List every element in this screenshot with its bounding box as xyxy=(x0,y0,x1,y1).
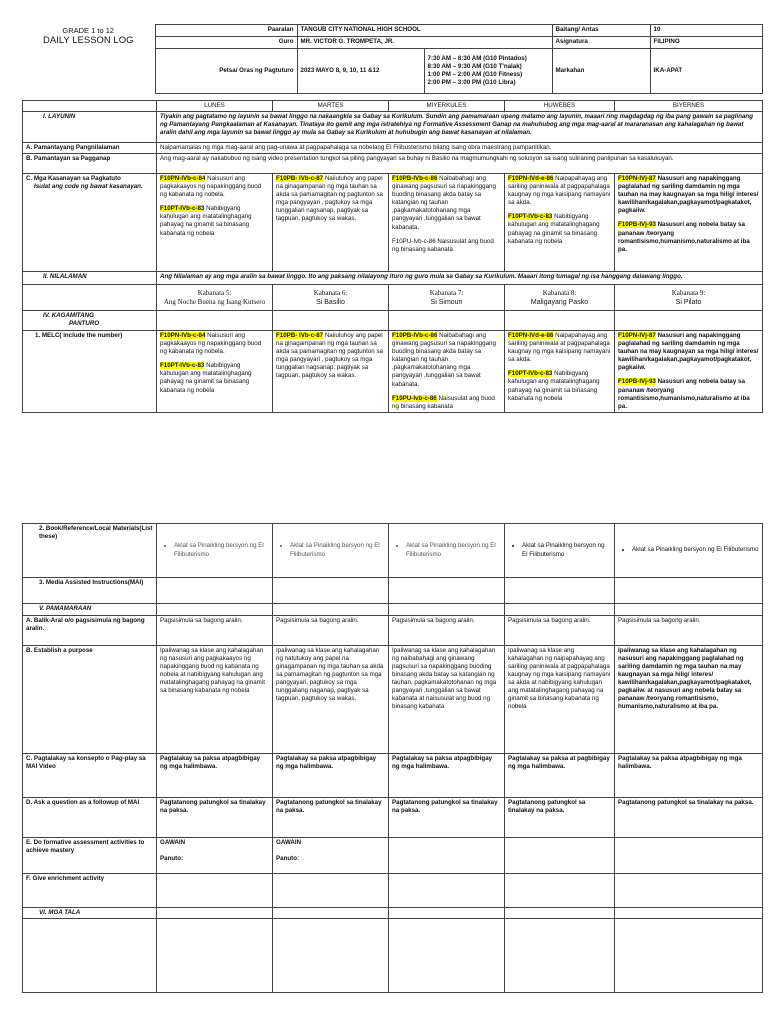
day-header: MIYERKULES xyxy=(389,101,505,112)
panuto-label: Panuto: xyxy=(160,855,184,863)
book-cell xyxy=(615,524,763,578)
kabanata-cell xyxy=(389,285,505,311)
melc-lunes xyxy=(157,331,273,413)
kabanata-cell xyxy=(505,285,615,311)
competency-text: Naibabahagi ang ginawang pagsusuri sa napakinggang buoding binasang akda batay sa katangian ng tauhan ,pagkamakatotohanang mga pangyayari ,tunggalian sa bawat kabanata. xyxy=(392,332,496,388)
kabanata-title: Si Simoun xyxy=(430,298,463,306)
balik-text: Pagsisimula sa bagong aralin. xyxy=(273,616,389,646)
tala-label: VI. MGA TALA xyxy=(23,908,157,919)
formative-cell xyxy=(273,838,389,874)
kabanata-number: Kabanata 6: xyxy=(313,288,348,297)
kabanata-cell xyxy=(157,285,273,311)
competency-text: Nabibigyang kahulugan ang matatalinghagang pahayag na ginamit sa binasang kabanata ng nobela xyxy=(508,213,600,245)
petsa-label: Petsa/ Oras ng Pagtuturo xyxy=(155,49,297,94)
time-slot: 2:00 PM – 3:00 PM (G10 Libra) xyxy=(427,79,516,87)
asignatura-label: Asignatura xyxy=(552,37,650,49)
kasanayan-martes xyxy=(273,174,389,272)
purpose-text: Ipaliwanag sa klase ang kahalagahan ng nasusuri ang pagkakaayos ng napakinggang buod ng kabanata ng nobela at nabibigyang kahulugan ang matatalinghagang pahayag na ginamit sa binasang kabanata ng nobela xyxy=(157,646,273,754)
paaralan-label: Paaralan xyxy=(155,25,297,37)
competency-text: F10PU-Ivb-c-86 Naisusulat ang buod ng binasang kabanata xyxy=(392,237,494,253)
competency-text: Nabibigyang kahulugan ang matatalinghagang pahayag na ginamit sa binasang kabanata ng nobela xyxy=(508,370,600,402)
day-header: HUWEBES xyxy=(505,101,615,112)
guro-value: MR. VICTOR G. TROMPETA, JR. xyxy=(297,37,552,49)
book-item: • Aklat sa Pinaikling bersyon ng El Filibuterismo xyxy=(290,542,385,558)
purpose-text: Ipaliwanag sa klase ang kahalagahan ng natutukoy ang papel na ginagampanan ng mga tauhan sa akda sa pamamagitan ng pagtunton sa mga pangyayari, pagtukoy sa mga tunggaliang naganap, pagtiyak sa tagpuan, pagtukoy sa wakas. xyxy=(273,646,389,754)
time-list xyxy=(424,49,552,94)
asignatura-value: FILIPINO xyxy=(650,37,762,49)
layunin-label: I. LAYUNIN xyxy=(23,112,157,143)
gawain-label: GAWAIN xyxy=(276,839,302,846)
competency-code: F10PT-IVb-c-83 xyxy=(508,213,553,221)
markahan-label: Markahan xyxy=(552,49,650,94)
paaralan-value: TANGUB CITY NATIONAL HIGH SCHOOL xyxy=(297,25,552,37)
konsepto-text: Pagtalakay sa paksa at pagbibigay ng mga halimbawa. xyxy=(505,754,615,798)
gawain-label: GAWAIN xyxy=(160,839,186,846)
grade-title xyxy=(22,25,155,49)
markahan-value: IKA-APAT xyxy=(650,49,762,94)
konsepto-text: Pagtalakay sa paksa atpagbibigay ng mga halimbawa. xyxy=(273,754,389,798)
competency-code: F10PN-IVj-87 xyxy=(618,332,656,340)
competency-code: F10PB- IVb-c-87 xyxy=(276,175,324,183)
kasanayan-miyerkules xyxy=(389,174,505,272)
book-cell xyxy=(389,524,505,578)
kasanayan-sublabel: Isulat ang code ng bawat kasanayan. xyxy=(34,183,143,191)
kagamitang-label xyxy=(23,311,157,331)
question-text: Pagtatanong patungkol sa tinalakay na paksa. xyxy=(273,798,389,838)
competency-code: F10PT-IVb-c-83 xyxy=(508,370,553,378)
pangnilalaman-label: A. Pamantayang Pangnilalaman xyxy=(23,143,157,154)
lesson-table-page1 xyxy=(22,100,763,413)
competency-code: F10PB-IVb-c-86 xyxy=(392,332,438,340)
competency-text: Naipapahayag ang sariling paniniwala at pagpapahalaga kaugnay ng mga kaisipang namayani sa akda. xyxy=(508,332,611,364)
time-slot: 8:30 AM – 9:30 AM (G10 T'nalak) xyxy=(427,63,522,71)
balik-text: Pagsisimula sa bagong aralin. xyxy=(389,616,505,646)
competency-text: Naiiuluhoy ang papel na ginagampanan ng mga tauhan sa akda sa pamamagitan ng pagtunton sa mga pangyayari , pagtukoy sa mga tunggalian nagsanap, pagtiyak sa tagpuan, pagtukoy sa wakas. xyxy=(276,332,383,380)
book-cell xyxy=(157,524,273,578)
purpose-text: Ipaliwanag sa klase ang kahalagahan ng naipapahayag ang sariling paniniwala at pagpapahalaga kaugnay ng mga kaisipang namayani sa akda at nabibigyang kahulugan ang matatalinghagang pahayag na ginamit sa binasang kabanata ng nobela xyxy=(505,646,615,754)
guro-label: Guro xyxy=(155,37,297,49)
competency-text: Nabibigyang kahulugan ang matatalinghagang pahayag na ginamit sa binasang kabanata ng nobela xyxy=(160,205,252,237)
kagamitang-label-line: PANTURO xyxy=(69,320,100,328)
competency-text: Naibabahagi ang ginawang pagsusuri sa napakinggang buoding binasang akda batay sa katangian ng tauhan ,pagkamakatotohanang mga pangyayari ,tunggalian sa bawat kabanata. xyxy=(392,175,496,231)
melc-martes xyxy=(273,331,389,413)
competency-code: F10PN-IVd-e-86 xyxy=(508,332,554,340)
konsepto-label: C. Pagtalakay sa konsepto o Pag-play sa MAI Video xyxy=(23,754,157,798)
baitang-label: Baitang/ Antas xyxy=(552,25,650,37)
day-header: MARTES xyxy=(273,101,389,112)
melc-huwebes xyxy=(505,331,615,413)
competency-code: F10PB-IVj-93 xyxy=(618,378,656,386)
day-header: LUNES xyxy=(157,101,273,112)
book-item: • Aklat sa Pinaikling bersyon ng El Filibuterismo xyxy=(174,542,269,558)
kabanata-number: Kabanata 7: xyxy=(429,288,464,297)
media-label: 3. Media Assisted Instructions(MAI) xyxy=(23,578,157,604)
competency-text: Naisusuri ang pagkakaayos ng napakinggang buod ng kabanata ng nobela. xyxy=(160,175,262,199)
competency-text: Naipapahayag ang sariling paniniwala at pagpapahalaga kaugnay ng mga kaisipang namayani sa akda. xyxy=(508,175,611,207)
competency-text: Nasusuri ang napakinggang paglalahad ng sariling damdamin ng mga tauhan na may kaugnayan sa mga hilig/ interes/ kawilihan/kagalakan,pagkayamot/pagkatakot, pagkaiiw. xyxy=(618,332,759,372)
competency-text: Naiiuluhoy ang papel na ginagampanan ng mga tauhan sa akda sa pamamagitan ng pagtunton sa mga pangyayari , pagtukoy sa mga tunggalian nagsanap, pagtiyak sa tagpuan, pagtukoy sa wakas. xyxy=(276,175,383,223)
pagganap-label: B. Pamantayan sa Pagganap xyxy=(23,154,157,174)
kabanata-number: Kabanata 8: xyxy=(542,288,577,297)
competency-code: F10PN-IVj-87 xyxy=(618,175,656,183)
konsepto-text: Pagtalakay sa paksa atpagbibigay ng mga halimbawa. xyxy=(389,754,505,798)
lesson-table-page2 xyxy=(22,523,763,993)
competency-text: Naisusulat ang buod ng binasang kabanata xyxy=(392,394,495,410)
kasanayan-label: C. Mga Kasanayan sa Pagkatuto xyxy=(26,175,121,183)
book-item: • Aklat sa Pinaikling bersyon ng El Filibuterismo xyxy=(522,542,611,558)
competency-text: Naisusuri ang pagkakaayos ng napakinggang buod ng kabanata ng nobela. xyxy=(160,332,262,356)
kabanata-title: Si Basilio xyxy=(316,298,345,306)
kabanata-title: Maligayang Pasko xyxy=(530,298,589,306)
formative-cell xyxy=(157,838,273,874)
question-text: Pagtatanong patungkol sa tinalakay na paksa. xyxy=(157,798,273,838)
time-slot: 1:00 PM – 2:00 AM (G10 Fitness) xyxy=(427,71,523,79)
kasanayan-lunes xyxy=(157,174,273,272)
balik-text: Pagsisimula sa bagong aralin. xyxy=(615,616,763,646)
competency-code: F10PB- IVb-c-87 xyxy=(276,332,324,340)
book-cell xyxy=(273,524,389,578)
log-title: DAILY LESSON LOG xyxy=(43,35,134,47)
kabanata-title: Ang Noche Buena ng Isang Kutsero xyxy=(163,297,266,306)
kasanayan-label-cell xyxy=(23,174,157,272)
question-text: Pagtatanong patungkol sa tinalakay na paksa. xyxy=(389,798,505,838)
panuto-label: Panuto: xyxy=(276,855,300,863)
book-item: • Aklat sa Pinaikling bersyon ng El Filibuterismo xyxy=(632,546,759,554)
melc-miyerkules xyxy=(389,331,505,413)
competency-code: F10PU-Ivb-c-86 xyxy=(392,394,437,402)
kasanayan-huwebes xyxy=(505,174,615,272)
purpose-label: B. Establish a purpose xyxy=(23,646,157,754)
question-label: D. Ask a question as a followup of MAI xyxy=(23,798,157,838)
layunin-text: Tiyakin ang pagtatamo ng layunin sa bawat linggo na nakaangkla sa Gabay sa Kurikulum. Sundin ang pamamaraan upang matamo ang layunin, maaari ring magdagdag ng iba pang gawain sa paglinang ng Pamantayang Pangkaalaman at Kasanayan. Tinataya ito gamit ang mga istratehiya ng Formative Assessment Ganap na mahuhubog ang mga mag-aaral at mararanasan ang kahalagahan ng bawat aralin dahil ang mga layunin sa bawat linggo ay mula sa Gabay sa Kurikulum at huhubugin ang bawat kasanayan at nilalaman. xyxy=(157,112,763,143)
baitang-value: 10 xyxy=(650,25,762,37)
konsepto-text: Pagtalakay sa paksa atpagbibigay ng mga halimbawa. xyxy=(615,754,763,798)
balik-text: Pagsisimula sa bagong aralin. xyxy=(505,616,615,646)
header-table xyxy=(22,24,763,94)
competency-text: Nasusuri ang napakinggang paglalahad ng sariling damdamin ng mga tauhan na may kaugnayan sa mga hilig/ interes/ kawilihan/kagalakan,pagkayamot/pagkatakot, pagkaiiw. xyxy=(618,175,759,215)
competency-code: F10PB-IVb-c-86 xyxy=(392,175,438,183)
kasanayan-biyernes xyxy=(615,174,763,272)
nilalaman-text: Ang Nilalaman ay ang mga aralin sa bawat linggo. Ito ang paksang nilalayong ituro ng guro mula sa Gabay sa Kurikulum. Maaari itong tumagal ng isa hanggang dalawang linggo. xyxy=(157,272,763,285)
question-text: Pagtatanong patungkol sa tinalakay na paksa. xyxy=(505,798,615,838)
pagganap-text: Ang mag-aaral ay nakabubuo ng isang video presentation tungkol sa piling pangyayari sa buhay ni Basilio na magmumungkahi ng solusyon sa isang suliraning panlipunan sa kasalukuyan. xyxy=(157,154,763,174)
competency-code: F10PT-IVb-c-83 xyxy=(160,205,205,213)
time-slot: 7:30 AM – 8:30 AM (G10 Pintados) xyxy=(427,54,527,62)
competency-code: F10PN-IVb-c-84 xyxy=(160,175,206,183)
nilalaman-label: II. NILALAMAN xyxy=(23,272,157,285)
enrichment-label: F. Give enrichment activity xyxy=(23,874,157,908)
balik-text: Pagsisimula sa bagong aralin. xyxy=(157,616,273,646)
book-cell xyxy=(505,524,615,578)
konsepto-text: Pagtalakay sa paksa atpagbibigay ng mga halimbawa. xyxy=(157,754,273,798)
competency-text: Nasusuri ang nobela batay sa pananaw /teoryang romantisismo,humanismo,naturalismo at iba pa. xyxy=(618,221,750,253)
pangnilalaman-text: Naipamamalas ng mga mag-aaral ang pag-unawa at pagpapahalaga sa nobelang El Filibusterismo bilang isang obra maestrang pampanitikan. xyxy=(157,143,763,154)
competency-code: F10PN-IVd-e-86 xyxy=(508,175,554,183)
petsa-value: 2023 MAYO 8, 9, 10, 11 &12 xyxy=(297,49,424,94)
competency-code: F10PN-IVb-c-84 xyxy=(160,332,206,340)
competency-text: Nasusuri ang nobela batay sa pananaw /teoryang romantisismo,humanismo,naturalismo at iba pa. xyxy=(618,378,750,410)
kabanata-cell xyxy=(615,285,763,311)
grade-label: GRADE 1 to 12 xyxy=(62,25,115,35)
purpose-text: Ipaliwanag sa klase ang kahalagahan ng naibabahagi ang ginawang pagsusuri sa napakinggang buoding binasang akda batay sa katangian ng tauhan, pagkamakatotohanan ng mga pangyayari ,tunggalian sa bawat kabanata at naisusulat ang buod ng binasang kabanata xyxy=(389,646,505,754)
formative-label: E. Do formative assessment activities to achieve mastery xyxy=(23,838,157,874)
competency-code: F10PT-IVb-c-83 xyxy=(160,362,205,370)
melc-label: 1. MELC( include the number) xyxy=(23,331,157,413)
competency-code: F10PB-IVj-93 xyxy=(618,221,656,229)
kagamitang-label-line: IV. KAGAMITANG xyxy=(43,312,94,320)
kabanata-cell xyxy=(273,285,389,311)
kabanata-number: Kabanata 9: xyxy=(671,288,706,297)
day-header: BIYERNES xyxy=(615,101,763,112)
book-item: • Aklat sa Pinaikling bersyon ng El Filibuterismo xyxy=(406,542,501,558)
melc-biyernes xyxy=(615,331,763,413)
kabanata-number: Kabanata 5: xyxy=(197,288,232,297)
book-label: 2. Book/Reference/Local Materials(List these) xyxy=(23,524,157,578)
competency-text: Nabibigyang kahulugan ang matatalinghagang pahayag na ginamit sa binasang kabanata ng nobela xyxy=(160,362,252,394)
balik-label: A. Balik-Aral o/o pagsisimula ng bagong aralin. xyxy=(23,616,157,646)
pamamaraan-label: V. PAMAMARAAN xyxy=(23,604,157,616)
kabanata-title: Si Pilato xyxy=(675,298,702,306)
question-text: Pagtatanong patungkol sa tinalakay na paksa. xyxy=(615,798,763,838)
purpose-text: Ipaliwanag sa klase ang kahalagahan ng nasusuri ang napakinggang paglalahad ng sariling damdamin ng mga tauhan na may kaugnayan sa mga hilig/ interes/ kawilihan/kagalakan,pagkayamot/pagkatakot, pagkaiiw. at nasusuri ang nobela batay sa pananaw /teoryang romantisismo, humanismo,naturalismo at iba pa. xyxy=(615,646,763,754)
